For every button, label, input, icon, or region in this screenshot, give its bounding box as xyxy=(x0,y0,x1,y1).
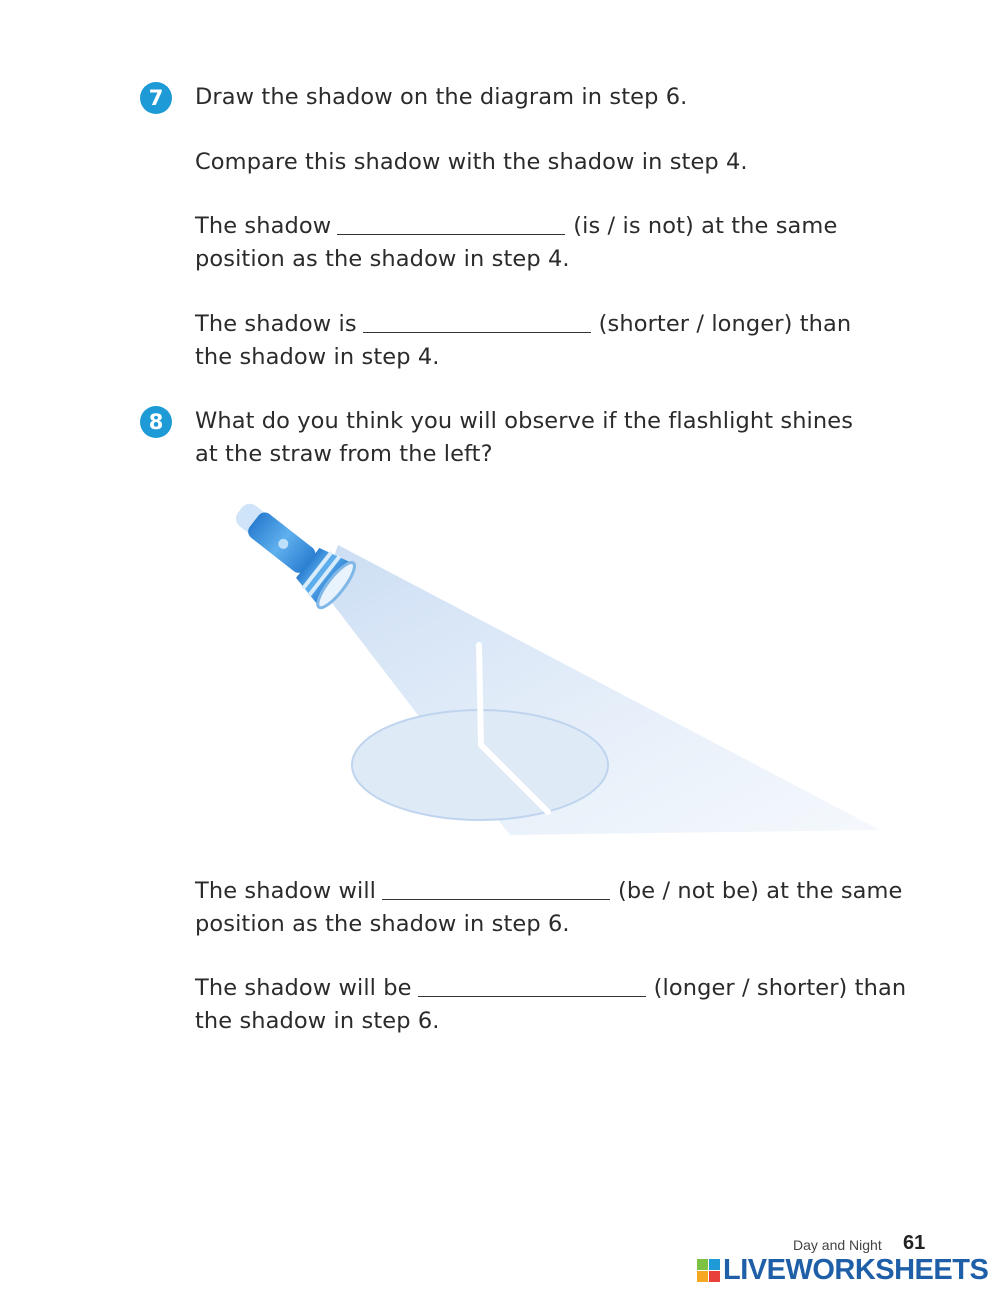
q7-s2-after: (shorter / longer) than xyxy=(598,311,852,337)
question-7-badge: 7 xyxy=(140,82,172,114)
q7-s2-before: The shadow is xyxy=(195,311,357,337)
flashlight-straw-diagram xyxy=(190,480,890,840)
q7-sentence-1 xyxy=(195,210,837,243)
q7-compare-text: Compare this shadow with the shadow in step 4. xyxy=(195,149,748,175)
liveworksheets-logo xyxy=(697,1255,988,1285)
q8-s2-line2: the shadow in step 6. xyxy=(195,1008,440,1034)
page-number: 61 xyxy=(903,1232,926,1254)
q8-s2-after: (longer / shorter) than xyxy=(653,975,907,1001)
q7-s2-line2: the shadow in step 4. xyxy=(195,344,440,370)
q7-s1-after: (is / is not) at the same xyxy=(573,213,838,239)
q8-s1-after: (be / not be) at the same xyxy=(618,878,903,904)
liveworksheets-brand-text: LIVEWORKSHEETS xyxy=(723,1253,989,1286)
footer-chapter-title: Day and Night xyxy=(793,1237,882,1253)
q8-question-line-2: at the straw from the left? xyxy=(195,441,493,467)
q8-sentence-2 xyxy=(195,972,906,1005)
q8-question-line-1: What do you think you will observe if the flashlight shines xyxy=(195,408,854,434)
q8-blank-2-input[interactable] xyxy=(418,972,646,997)
q8-sentence-1 xyxy=(195,875,902,908)
q7-blank-2-input[interactable] xyxy=(363,308,591,333)
q8-s2-before: The shadow will be xyxy=(195,975,412,1001)
q8-s1-before: The shadow will xyxy=(195,878,377,904)
q7-s1-line2: position as the shadow in step 4. xyxy=(195,246,570,272)
liveworksheets-mark-icon xyxy=(697,1259,720,1282)
q7-blank-1-input[interactable] xyxy=(337,210,565,235)
q8-blank-1-input[interactable] xyxy=(382,875,610,900)
q8-s1-line2: position as the shadow in step 6. xyxy=(195,911,570,937)
q7-sentence-2 xyxy=(195,308,851,341)
question-8-badge: 8 xyxy=(140,406,172,438)
q7-instruction: Draw the shadow on the diagram in step 6. xyxy=(195,84,688,110)
q7-s1-before: The shadow xyxy=(195,213,332,239)
